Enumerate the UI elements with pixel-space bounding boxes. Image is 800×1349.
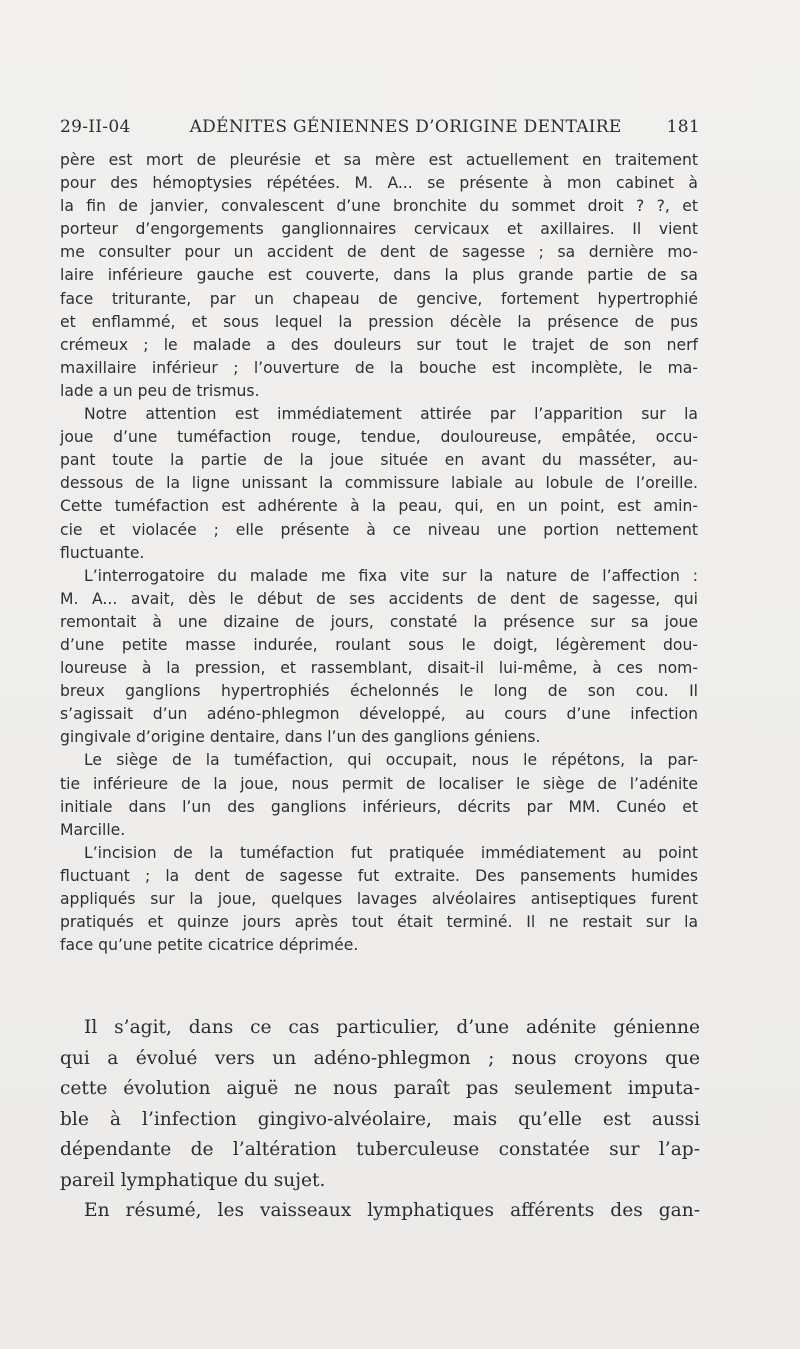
text-line: cette évolution aiguë ne nous paraît pas seulement imputa- — [60, 1078, 700, 1099]
text-line: remontait à une dizaine de jours, constaté la présence sur sa joue — [60, 612, 698, 631]
text-line: L’incision de la tuméfaction fut pratiquée immédiatement au point — [84, 843, 698, 862]
text-line: cie et violacée ; elle présente à ce niveau une portion nettement — [60, 520, 698, 539]
text-line: fluctuant ; la dent de sagesse fut extraite. Des pansements humides — [60, 866, 698, 885]
header-date: 29-II-04 — [60, 117, 131, 137]
commentary-text — [60, 1013, 700, 1227]
text-line: appliqués sur la joue, quelques lavages alvéolaires antiseptiques furent — [60, 890, 698, 908]
text-line: qui a évolué vers un adéno-phlegmon ; nous croyons que — [60, 1047, 700, 1069]
text-line: laire inférieure gauche est couverte, dans la plus grande partie de sa — [60, 266, 698, 285]
text-line: M. A... avait, dès le début de ses accidents de dent de sagesse, qui — [60, 589, 698, 608]
text-line: pareil lymphatique du sujet. — [60, 1169, 326, 1191]
paragraph — [60, 149, 698, 403]
text-line: Il s’agit, dans ce cas particulier, d’une adénite génienne — [84, 1017, 700, 1038]
text-line: la fin de janvier, convalescent d’une bronchite du sommet droit ? ?, et — [60, 197, 698, 216]
text-line: Le siège de la tuméfaction, qui occupait, nous le répétons, la par- — [84, 751, 698, 770]
text-line: et enflammé, et sous lequel la pression décèle la présence de pus — [60, 312, 698, 331]
text-line: crémeux ; le malade a des douleurs sur tout le trajet de son nerf — [60, 335, 698, 354]
case-report-text — [60, 149, 698, 957]
page-number: 181 — [666, 117, 700, 137]
running-header — [60, 117, 700, 137]
text-line: Marcille. — [60, 820, 126, 839]
text-line: L’interrogatoire du malade me fixa vite sur la nature de l’affection : — [84, 566, 698, 585]
text-line: Notre attention est immédiatement attirée par l’apparition sur la — [84, 405, 698, 424]
text-line: pratiqués et quinze jours après tout était terminé. Il ne restait sur la — [60, 913, 698, 932]
text-line: porteur d’engorgements ganglionnaires cervicaux et axillaires. Il vient — [60, 220, 698, 239]
text-line: En résumé, les vaisseaux lymphatiques afférents des gan- — [84, 1200, 700, 1221]
paragraph — [60, 749, 698, 841]
text-line: ble à l’infection gingivo-alvéolaire, mais qu’elle est aussi — [60, 1108, 700, 1130]
paragraph — [60, 1196, 700, 1227]
text-line: pour des hémoptysies répétées. M. A... se présente à mon cabinet à — [60, 174, 698, 193]
text-line: s’agissait d’un adéno-phlegmon développé, au cours d’une infection — [60, 705, 698, 724]
paragraph — [60, 565, 698, 750]
text-line: père est mort de pleurésie et sa mère est actuellement en traitement — [60, 151, 698, 169]
paragraph — [60, 403, 698, 565]
text-line: Cette tuméfaction est adhérente à la peau, qui, en un point, est amin- — [60, 497, 698, 516]
text-line: me consulter pour un accident de dent de sagesse ; sa dernière mo- — [60, 243, 698, 262]
text-line: face triturante, par un chapeau de gencive, fortement hypertrophié — [60, 289, 698, 308]
paragraph — [60, 842, 698, 957]
text-line: pant toute la partie de la joue située en avant du masséter, au- — [60, 451, 698, 470]
text-line: lade a un peu de trismus. — [60, 381, 260, 400]
text-line: dépendante de l’altération tuberculeuse constatée sur l’ap- — [60, 1139, 700, 1160]
text-line: fluctuante. — [60, 543, 145, 562]
text-line: d’une petite masse indurée, roulant sous le doigt, légèrement dou- — [60, 635, 698, 654]
text-line: initiale dans l’un des ganglions inférieurs, décrits par MM. Cunéo et — [60, 797, 698, 816]
text-line: breux ganglions hypertrophiés échelonnés le long de son cou. Il — [60, 682, 698, 701]
text-line: dessous de la ligne unissant la commissure labiale au lobule de l’oreille. — [60, 474, 698, 493]
text-line: face qu’une petite cicatrice déprimée. — [60, 936, 359, 955]
text-line: gingivale d’origine dentaire, dans l’un des ganglions géniens. — [60, 728, 541, 747]
paragraph — [60, 1013, 700, 1196]
text-line: loureuse à la pression, et rassemblant, disait-il lui-même, à ces nom- — [60, 659, 698, 678]
text-line: joue d’une tuméfaction rouge, tendue, douloureuse, empâtée, occu- — [60, 428, 698, 447]
header-title: ADÉNITES GÉNIENNES D’ORIGINE DENTAIRE — [189, 117, 622, 137]
text-line: tie inférieure de la joue, nous permit de localiser le siège de l’adénite — [60, 774, 698, 793]
text-line: maxillaire inférieur ; l’ouverture de la bouche est incomplète, le ma- — [60, 358, 698, 377]
